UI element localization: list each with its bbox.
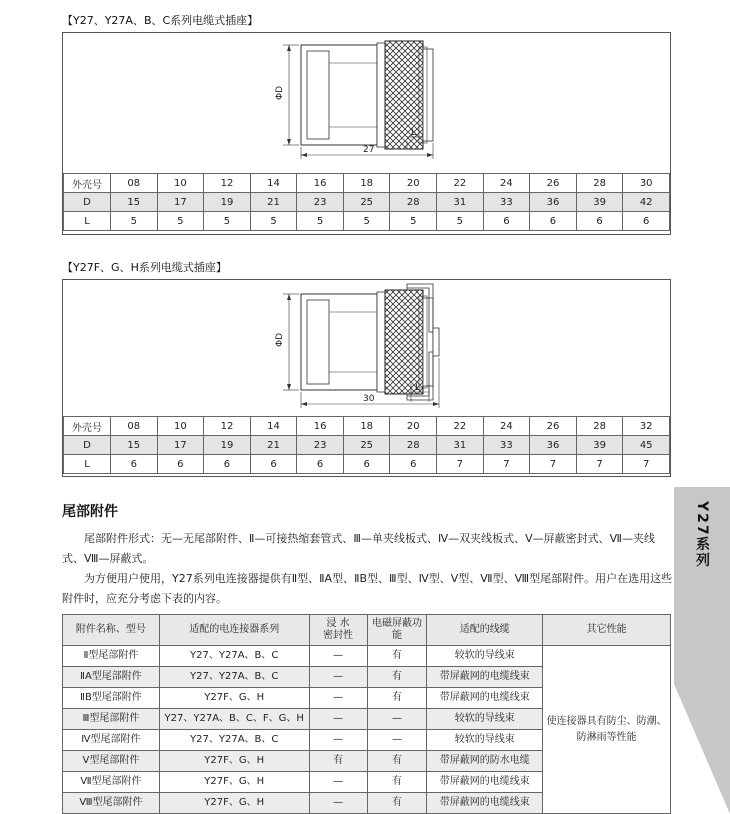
dimension-cell: 31 (437, 436, 484, 455)
dimension-cell: 5 (343, 212, 390, 231)
dimension-cell: 31 (437, 193, 484, 212)
table-cell: 带屏蔽网的电缆线束 (427, 772, 543, 793)
dimension-cell: 14 (250, 417, 297, 436)
dimension-cell: 36 (530, 193, 577, 212)
column-header: 浸 水 密封性 (309, 615, 367, 646)
dimension-cell: 6 (483, 212, 530, 231)
dimension-cell: 16 (297, 417, 344, 436)
dimension-cell: 12 (204, 417, 251, 436)
length-label-2: 30 (363, 394, 375, 404)
row-header-cell: 外壳号 (64, 417, 111, 436)
table-cell: 有 (367, 667, 427, 688)
accessories-table (62, 614, 671, 814)
dimension-row (64, 193, 670, 212)
dimension-cell: 14 (250, 174, 297, 193)
accessories-paragraph-2: 为方便用户使用，Y27系列电连接器提供有Ⅱ型、ⅡA型、ⅡB型、Ⅲ型、Ⅳ型、Ⅴ型、Ⅶ型、Ⅷ型尾部附件。用户在选用这些附件时，应充分考虑下表的内容。 (62, 572, 673, 605)
dimension-cell: 12 (204, 174, 251, 193)
dimension-row (64, 455, 670, 474)
table-cell: Y27、Y27A、B、C (159, 730, 309, 751)
section1-title: 【Y27、Y27A、B、C系列电缆式插座】 (62, 14, 259, 27)
dimension-cell: 7 (576, 455, 623, 474)
other-performance-cell: 使连接器具有防尘、防潮、防淋雨等性能 (543, 646, 671, 814)
table-cell: 带屏蔽网的电缆线束 (427, 793, 543, 814)
row-header-cell: D (64, 436, 111, 455)
table-cell: Y27F、G、H (159, 751, 309, 772)
table-cell: Ⅳ型尾部附件 (63, 730, 160, 751)
dimension-cell: 7 (623, 455, 670, 474)
accessories-heading: 尾部附件 (62, 504, 118, 520)
table-header-row (63, 615, 671, 646)
row-header-cell: L (64, 455, 111, 474)
dimension-cell: 23 (297, 436, 344, 455)
connector-drawing-1 (63, 33, 670, 173)
table-cell: — (309, 667, 367, 688)
dimension-cell: 18 (343, 174, 390, 193)
table-cell: 较软的导线束 (427, 646, 543, 667)
table-cell: 有 (367, 772, 427, 793)
table-cell: 有 (367, 688, 427, 709)
dimension-cell: 6 (623, 212, 670, 231)
dimension-cell: 5 (250, 212, 297, 231)
dimension-cell: 10 (157, 417, 204, 436)
table-cell: 带屏蔽网的防水电缆 (427, 751, 543, 772)
dimension-cell: 6 (157, 455, 204, 474)
dimension-cell: 17 (157, 436, 204, 455)
dimension-cell: 42 (623, 193, 670, 212)
table-cell: 较软的导线束 (427, 709, 543, 730)
table-cell: — (309, 709, 367, 730)
dimension-cell: 33 (483, 436, 530, 455)
dimension-cell: 6 (576, 212, 623, 231)
dimension-cell: 5 (157, 212, 204, 231)
dimension-cell: 6 (390, 455, 437, 474)
dimension-cell: 17 (157, 193, 204, 212)
dimension-cell: 5 (297, 212, 344, 231)
dimension-cell: 30 (623, 174, 670, 193)
dimension-cell: 21 (250, 436, 297, 455)
table-cell: ⅡA型尾部附件 (63, 667, 160, 688)
table-cell: Y27F、G、H (159, 793, 309, 814)
dia-label-1: ΦD (275, 85, 285, 101)
table-cell: — (367, 709, 427, 730)
dimension-cell: 26 (530, 417, 577, 436)
dimension-cell: 45 (623, 436, 670, 455)
dimension-cell: 6 (204, 455, 251, 474)
dimension-row (64, 436, 670, 455)
dimension-cell: 18 (343, 417, 390, 436)
table-cell: 有 (367, 793, 427, 814)
series-side-tab (674, 487, 730, 814)
dimension-cell: 23 (297, 193, 344, 212)
dimension-row (64, 174, 670, 193)
table-cell: — (309, 646, 367, 667)
section1-panel (62, 32, 671, 235)
row-header-cell: 外壳号 (64, 174, 111, 193)
L-label-2: L (415, 383, 421, 393)
dimension-cell: 15 (111, 193, 158, 212)
dimension-cell: 36 (530, 436, 577, 455)
dimension-cell: 5 (204, 212, 251, 231)
dimension-cell: 16 (297, 174, 344, 193)
dimension-cell: 7 (483, 455, 530, 474)
dimension-row (64, 212, 670, 231)
dimension-cell: 39 (576, 436, 623, 455)
dimension-row (64, 417, 670, 436)
row-header-cell: D (64, 193, 111, 212)
dimension-table-2 (63, 416, 670, 474)
section2-panel (62, 279, 671, 477)
table-cell: Ⅶ型尾部附件 (63, 772, 160, 793)
table-cell: — (309, 688, 367, 709)
dia-label-2: ΦD (275, 332, 285, 348)
dimension-cell: 25 (343, 193, 390, 212)
row-header-cell: L (64, 212, 111, 231)
table-cell: Ⅴ型尾部附件 (63, 751, 160, 772)
dimension-cell: 6 (297, 455, 344, 474)
table-cell: 有 (367, 646, 427, 667)
table-cell: Y27、Y27A、B、C (159, 667, 309, 688)
dimension-cell: 08 (111, 417, 158, 436)
table-cell: Y27、Y27A、B、C (159, 646, 309, 667)
dimension-cell: 25 (343, 436, 390, 455)
column-header: 电磁屏蔽功 能 (367, 615, 427, 646)
dimension-cell: 19 (204, 436, 251, 455)
dimension-cell: 32 (623, 417, 670, 436)
table-cell: 较软的导线束 (427, 730, 543, 751)
dimension-cell: 08 (111, 174, 158, 193)
table-cell: Y27F、G、H (159, 688, 309, 709)
dimension-cell: 33 (483, 193, 530, 212)
dimension-cell: 28 (576, 174, 623, 193)
table-cell: ⅡB型尾部附件 (63, 688, 160, 709)
dimension-cell: 28 (390, 436, 437, 455)
dimension-cell: 5 (111, 212, 158, 231)
dimension-cell: 39 (576, 193, 623, 212)
dimension-cell: 5 (437, 212, 484, 231)
table-cell: 有 (367, 751, 427, 772)
column-header: 其它性能 (543, 615, 671, 646)
side-tab-corner (674, 684, 730, 814)
dimension-cell: 5 (390, 212, 437, 231)
dimension-cell: 20 (390, 417, 437, 436)
dimension-cell: 24 (483, 174, 530, 193)
table-cell: 带屏蔽网的电缆线束 (427, 667, 543, 688)
table-cell: 带屏蔽网的电缆线束 (427, 688, 543, 709)
table-cell: — (309, 772, 367, 793)
table-cell: Ⅱ型尾部附件 (63, 646, 160, 667)
dimension-cell: 6 (530, 212, 577, 231)
dimension-cell: 28 (576, 417, 623, 436)
table-cell: — (367, 730, 427, 751)
table-cell: 有 (309, 751, 367, 772)
dimension-cell: 28 (390, 193, 437, 212)
dimension-cell: 22 (437, 417, 484, 436)
dimension-cell: 6 (343, 455, 390, 474)
dimension-table-1 (63, 173, 670, 231)
L-label-1: L (411, 128, 417, 138)
table-cell: Ⅷ型尾部附件 (63, 793, 160, 814)
table-cell: Y27F、G、H (159, 772, 309, 793)
dimension-cell: 15 (111, 436, 158, 455)
dimension-cell: 6 (250, 455, 297, 474)
section2-title: 【Y27F、G、H系列电缆式插座】 (62, 261, 227, 274)
series-side-tab-label: Y27系列 (694, 501, 710, 569)
dimension-cell: 24 (483, 417, 530, 436)
table-cell: Y27、Y27A、B、C、F、G、H (159, 709, 309, 730)
dimension-cell: 19 (204, 193, 251, 212)
table-cell: — (309, 730, 367, 751)
table-row (63, 646, 671, 667)
dimension-cell: 6 (111, 455, 158, 474)
dimension-cell: 7 (437, 455, 484, 474)
column-header: 适配的电连接器系列 (159, 615, 309, 646)
dimension-cell: 22 (437, 174, 484, 193)
column-header: 附件名称、型号 (63, 615, 160, 646)
table-cell: Ⅲ型尾部附件 (63, 709, 160, 730)
dimension-cell: 10 (157, 174, 204, 193)
table-cell: — (309, 793, 367, 814)
connector-drawing-2 (63, 280, 670, 416)
dimension-cell: 20 (390, 174, 437, 193)
length-label-1: 27 (363, 145, 375, 155)
accessories-paragraph-1: 尾部附件形式：无—无尾部附件、Ⅱ—可接热缩套管式、Ⅲ—单夹线板式、Ⅳ—双夹线板式、Ⅴ—屏蔽密封式、Ⅶ—夹线式、Ⅷ—屏蔽式。 (62, 532, 655, 565)
dimension-cell: 26 (530, 174, 577, 193)
dimension-cell: 21 (250, 193, 297, 212)
column-header: 适配的线缆 (427, 615, 543, 646)
dimension-cell: 7 (530, 455, 577, 474)
